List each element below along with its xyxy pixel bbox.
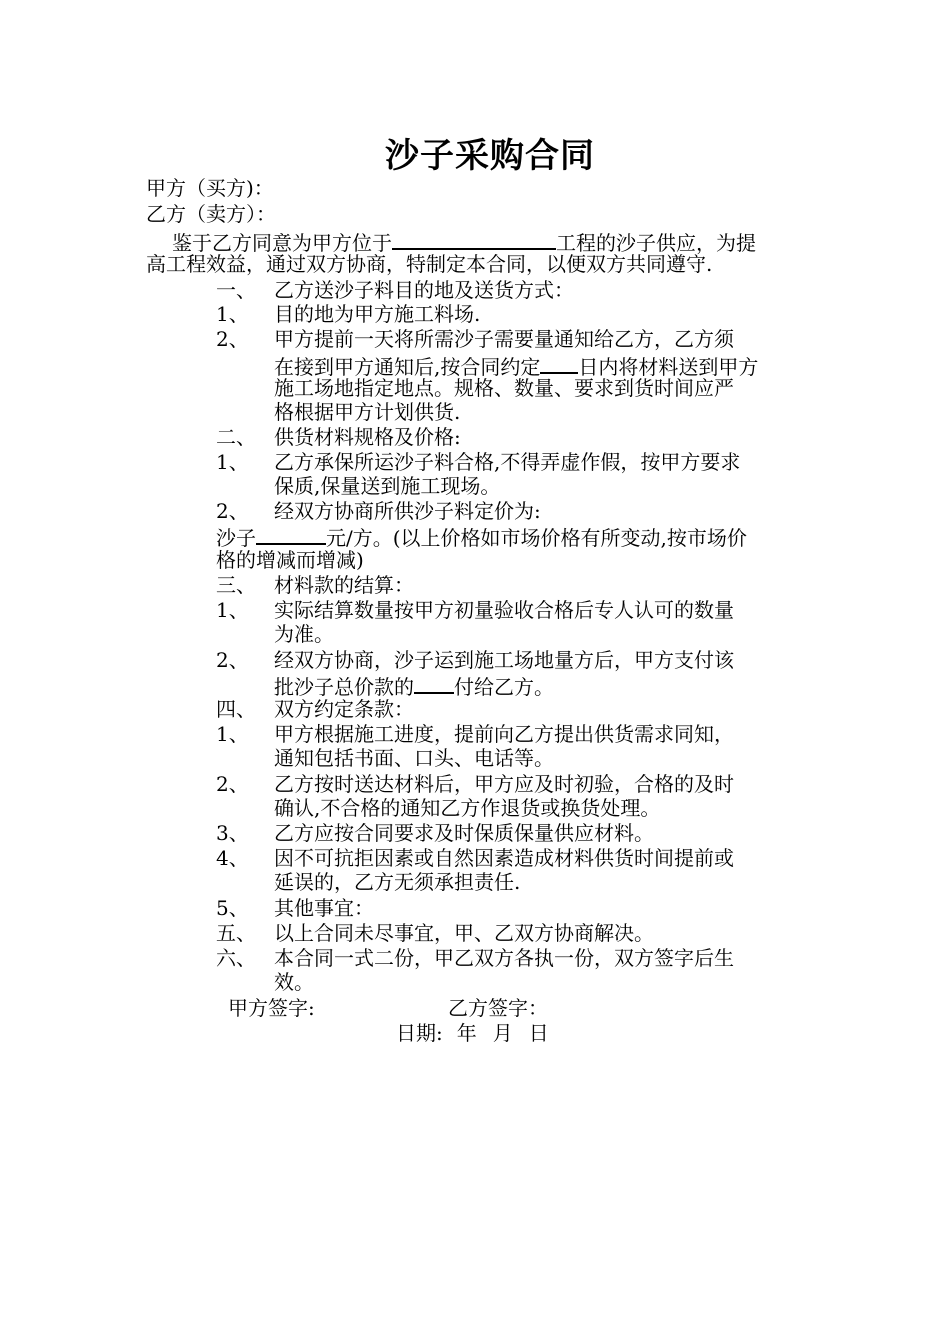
s1-item-2-line-1: 甲方提前一天将所需沙子需要量通知给乙方，乙方须 — [274, 327, 734, 351]
s3-item-2-text-a: 批沙子总价款的 — [274, 675, 414, 699]
section-2-number: 二、 — [216, 425, 256, 449]
party-b-label: 乙方（卖方）： — [146, 202, 276, 226]
s1-item-1-text: 目的地为甲方施工料场. — [274, 302, 481, 326]
date-label: 日期: — [396, 1021, 443, 1045]
party-a-label: 甲方（买方)： — [146, 176, 274, 200]
s4-item-4-line-2: 延误的，乙方无须承担责任. — [274, 870, 521, 894]
s1-item-2-line-3: 施工场地指定地点。规格、数量、要求到货时间应严 — [274, 376, 734, 400]
intro-line-1 — [172, 228, 756, 255]
section-5-number: 五、 — [216, 921, 256, 945]
section-6-number: 六、 — [216, 946, 256, 970]
price-line-2: 格的增减而增减) — [216, 548, 364, 572]
section-4-heading: 双方约定条款： — [274, 697, 414, 721]
s1-item-2-number: 2、 — [216, 327, 249, 351]
s2-item-2-number: 2、 — [216, 499, 249, 523]
s4-item-3-text: 乙方应按合同要求及时保质保量供应材料。 — [274, 821, 654, 845]
date-year: 年 — [456, 1021, 477, 1045]
s4-item-3-number: 3、 — [216, 821, 249, 845]
intro-text-a: 鉴于乙方同意为甲方位于 — [172, 231, 392, 255]
section-2-heading: 供货材料规格及价格: — [274, 425, 461, 449]
s2-item-2-text: 经双方协商所供沙子料定价为: — [274, 499, 541, 523]
s3-item-1-line-1: 实际结算数量按甲方初量验收合格后专人认可的数量 — [274, 598, 734, 622]
s2-item-1-line-2: 保质,保量送到施工现场。 — [274, 474, 501, 498]
s4-item-4-line-1: 因不可抗拒因素或自然因素造成材料供货时间提前或 — [274, 846, 734, 870]
date-line — [396, 1021, 549, 1045]
s3-item-2-text-b: 付给乙方。 — [454, 675, 554, 699]
s3-item-1-line-2: 为准。 — [274, 622, 334, 646]
section-6-line-2: 效。 — [274, 970, 314, 994]
s4-item-1-line-1: 甲方根据施工进度，提前向乙方提出供货需求同知， — [274, 722, 734, 746]
payment-percent-blank — [414, 672, 454, 694]
price-line-1 — [216, 523, 747, 550]
s4-item-2-number: 2、 — [216, 772, 249, 796]
s4-item-1-line-2: 通知包括书面、口头、电话等。 — [274, 746, 554, 770]
party-a-signature-label: 甲方签字: — [228, 996, 315, 1020]
price-blank — [256, 523, 326, 545]
intro-line-2: 高工程效益，通过双方协商，特制定本合同，以便双方共同遵守. — [146, 252, 713, 276]
section-3-number: 三、 — [216, 573, 256, 597]
s4-item-5-number: 5、 — [216, 896, 249, 920]
s2-item-1-number: 1、 — [216, 450, 249, 474]
delivery-days-blank — [540, 352, 578, 374]
project-location-blank — [392, 228, 556, 250]
s1-item-1-number: 1、 — [216, 302, 249, 326]
s4-item-4-number: 4、 — [216, 846, 249, 870]
s3-item-2-line-1: 经双方协商，沙子运到施工场地量方后，甲方支付该 — [274, 648, 734, 672]
section-3-heading: 材料款的结算： — [274, 573, 414, 597]
price-text-b: 元/方。(以上价格如市场价格有所变动,按市场价 — [326, 526, 747, 550]
party-b-signature-label: 乙方签字： — [448, 996, 548, 1020]
section-1-number: 一、 — [216, 278, 256, 302]
date-month: 月 — [492, 1021, 513, 1045]
section-1-heading: 乙方送沙子料目的地及送货方式： — [274, 278, 574, 302]
s4-item-2-line-2: 确认,不合格的通知乙方作退货或换货处理。 — [274, 796, 661, 820]
section-6-line-1: 本合同一式二份，甲乙双方各执一份，双方签字后生 — [274, 946, 734, 970]
s1-item-2-text-b: 日内将材料送到甲方 — [578, 355, 759, 379]
s1-item-2-text-a: 在接到甲方通知后,按合同约定 — [274, 355, 541, 379]
date-day: 日 — [528, 1021, 549, 1045]
section-4-number: 四、 — [216, 697, 256, 721]
s4-item-2-line-1: 乙方按时送达材料后，甲方应及时初验，合格的及时 — [274, 772, 734, 796]
s1-item-2-line-4: 格根据甲方计划供货. — [274, 400, 461, 424]
page-title: 沙子采购合同 — [385, 136, 595, 176]
s3-item-2-line-2 — [274, 672, 554, 699]
s2-item-1-line-1: 乙方承保所运沙子料合格,不得弄虚作假，按甲方要求 — [274, 450, 741, 474]
section-5-text: 以上合同未尽事宜，甲、乙双方协商解决。 — [274, 921, 654, 945]
intro-text-b: 工程的沙子供应，为提 — [556, 231, 756, 255]
s3-item-1-number: 1、 — [216, 598, 249, 622]
s4-item-1-number: 1、 — [216, 722, 249, 746]
price-text-a: 沙子 — [216, 526, 256, 550]
s1-item-2-line-2 — [274, 352, 758, 379]
s3-item-2-number: 2、 — [216, 648, 249, 672]
s4-item-5-text: 其他事宜： — [274, 896, 374, 920]
